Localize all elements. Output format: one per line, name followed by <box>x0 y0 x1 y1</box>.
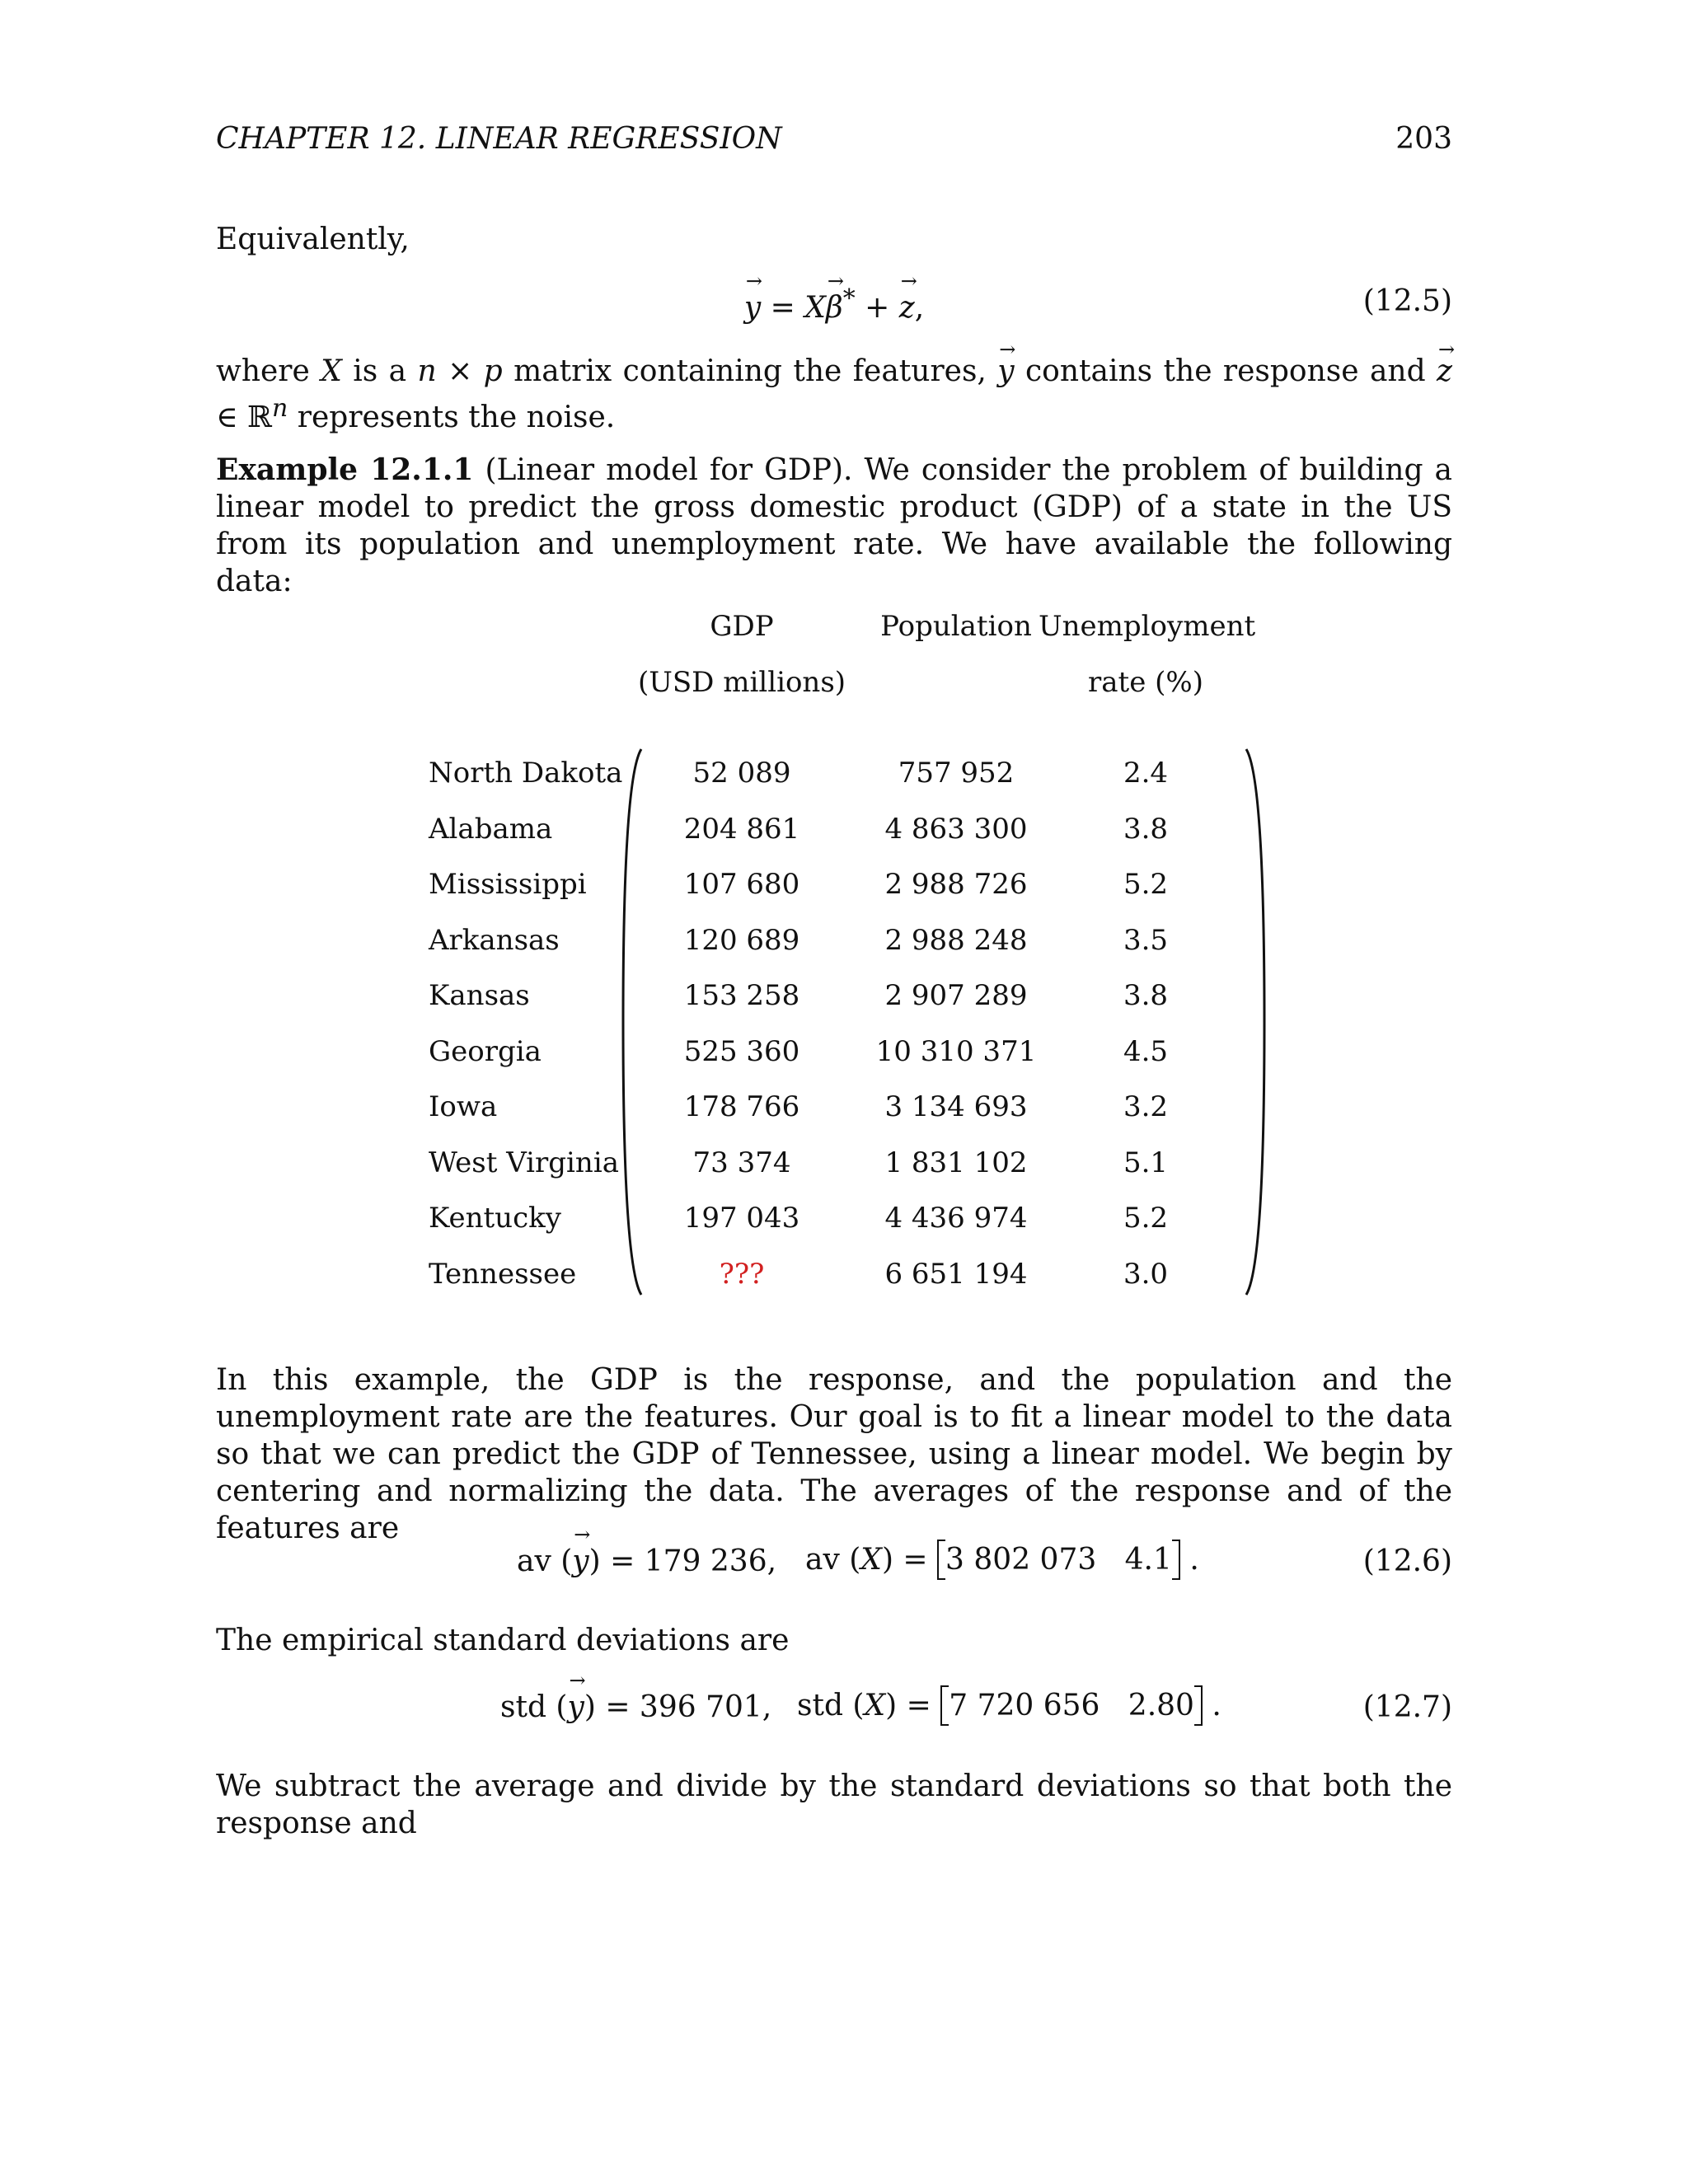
row-state: Kansas <box>429 979 530 1012</box>
equivalently-text: Equivalently, <box>216 223 410 256</box>
row-unemployment: 3.5 <box>1123 924 1169 957</box>
row-unemployment: 5.2 <box>1123 1202 1169 1235</box>
row-gdp: 120 689 <box>683 924 800 957</box>
row-gdp: ??? <box>719 1258 765 1291</box>
row-unemployment: 3.0 <box>1123 1258 1169 1291</box>
row-state: Georgia <box>429 1035 542 1068</box>
row-population: 1 831 102 <box>884 1146 1028 1179</box>
chapter-title: CHAPTER 12. LINEAR REGRESSION <box>216 122 782 156</box>
equation-number: (12.5) <box>1362 284 1452 318</box>
row-state: Alabama <box>429 813 553 846</box>
matrix-parentheses <box>618 746 1278 1298</box>
row-unemployment: 2.4 <box>1123 757 1169 790</box>
std-vector: 7 720 656 2.80 <box>940 1685 1203 1726</box>
row-population: 3 134 693 <box>884 1090 1028 1123</box>
row-gdp: 525 360 <box>683 1035 800 1068</box>
row-state: Arkansas <box>429 924 560 957</box>
right-parenthesis <box>1246 749 1264 1295</box>
row-gdp: 153 258 <box>683 979 800 1012</box>
equation-number: (12.7) <box>1362 1690 1452 1724</box>
row-population: 4 436 974 <box>884 1202 1028 1235</box>
example-label: Example 12.1.1 <box>216 452 474 487</box>
row-gdp: 73 374 <box>692 1146 791 1179</box>
row-population: 4 863 300 <box>884 813 1028 846</box>
row-gdp: 204 861 <box>683 813 800 846</box>
row-gdp: 178 766 <box>683 1090 800 1123</box>
row-state: Iowa <box>429 1090 498 1123</box>
row-population: 10 310 371 <box>875 1035 1037 1068</box>
row-state: Tennessee <box>429 1258 577 1291</box>
row-unemployment: 3.2 <box>1123 1090 1169 1123</box>
row-population: 757 952 <box>898 757 1015 790</box>
row-state: North Dakota <box>429 757 623 790</box>
row-gdp: 107 680 <box>683 868 800 901</box>
row-unemployment: 5.1 <box>1123 1146 1169 1179</box>
row-state: West Virginia <box>429 1146 619 1179</box>
row-population: 2 907 289 <box>884 979 1028 1012</box>
left-parenthesis <box>623 749 641 1295</box>
row-gdp: 52 089 <box>692 757 791 790</box>
example-paragraph: Example 12.1.1 (Linear model for GDP). We consider the problem of building a linear model to predict the gross domestic product (GDP) of a state in the US from its population and unemployment rate. We have available the following data: <box>216 452 1452 598</box>
where-paragraph: where X is a n × p matrix containing the features, → y contains the response and → z ∈ ℝ$^n$ represents the noise. <box>216 353 1452 436</box>
row-population: 6 651 194 <box>884 1258 1028 1291</box>
avg-vector: 3 802 073 4.1 <box>937 1540 1180 1580</box>
header-population: Population <box>880 610 1032 643</box>
header-unemployment: Unemployment <box>1039 610 1256 643</box>
std-intro: The empirical standard deviations are <box>216 1624 790 1657</box>
row-unemployment: 4.5 <box>1123 1035 1169 1068</box>
paragraph-response-features: In this example, the GDP is the response, and the population and the unemployment rate are the features. Our goal is to fit a linear model to the data so that we can predict the GDP of Tennessee, using a linear model. We begin by centering and normalizing the data. The averages of the response and of the features are <box>216 1363 1452 1545</box>
header-gdp: GDP <box>710 610 774 643</box>
equation-12-7: std (→ y) = 396 701, std (X) = 7 720 656 2.80 . (12.7) <box>216 1685 1452 1727</box>
equation-12-6: av (→ y) = 179 236, av (X) = 3 802 073 4.1 . (12.6) <box>216 1540 1452 1581</box>
row-unemployment: 5.2 <box>1123 868 1169 901</box>
final-line: We subtract the average and divide by the standard deviations so that both the response and <box>216 1769 1452 1840</box>
equation-12-5: → y = X→ β* + → z, (12.5) <box>216 284 1452 326</box>
row-population: 2 988 726 <box>884 868 1028 901</box>
row-population: 2 988 248 <box>884 924 1028 957</box>
row-unemployment: 3.8 <box>1123 813 1169 846</box>
page-number: 203 <box>1395 122 1452 156</box>
header-unemployment-units: rate (%) <box>1088 666 1203 699</box>
row-gdp: 197 043 <box>683 1202 800 1235</box>
row-unemployment: 3.8 <box>1123 979 1169 1012</box>
row-state: Kentucky <box>429 1202 561 1235</box>
row-state: Mississippi <box>429 868 587 901</box>
equation-number: (12.6) <box>1362 1544 1452 1578</box>
header-gdp-units: (USD millions) <box>637 666 846 699</box>
